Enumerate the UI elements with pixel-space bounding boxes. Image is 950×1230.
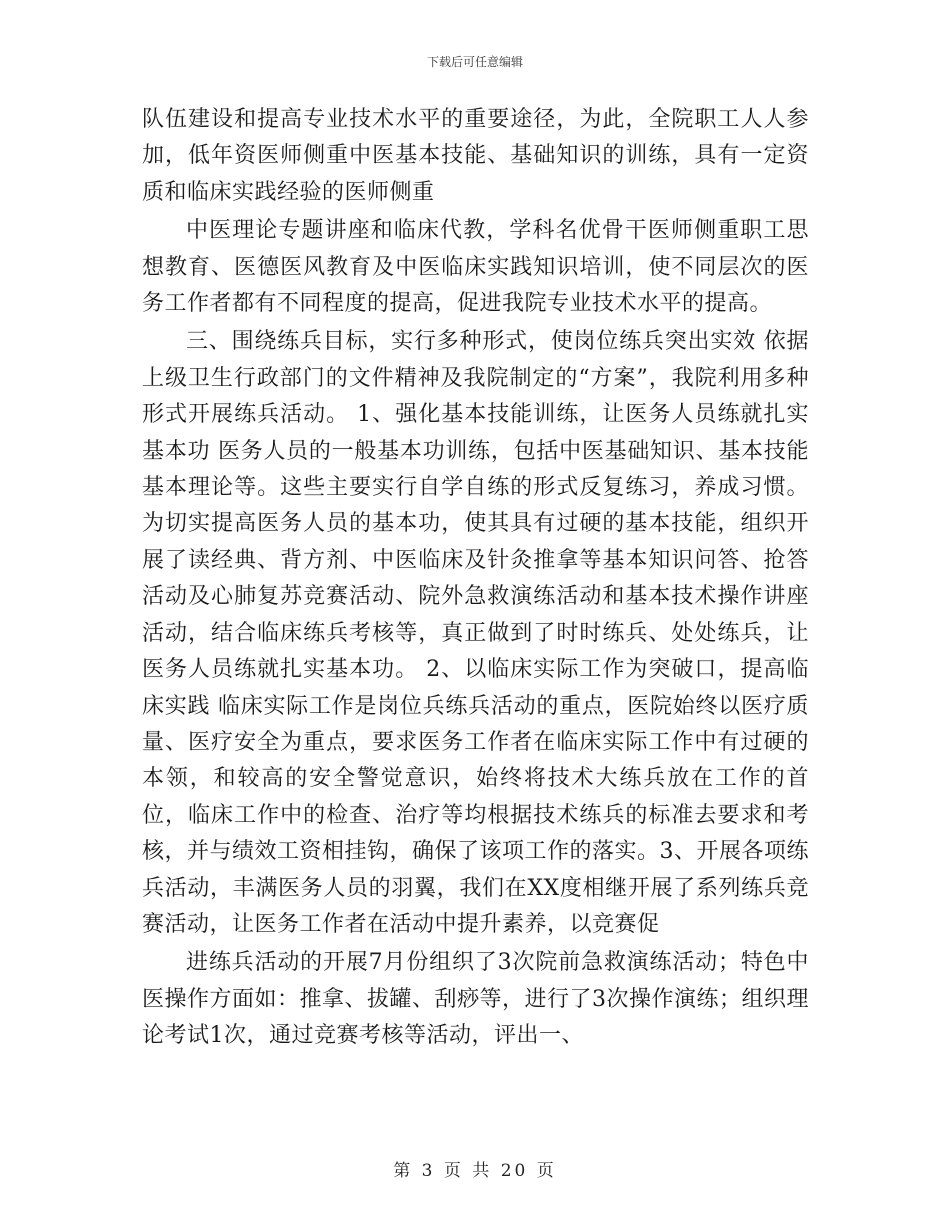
document-body: [142, 102, 809, 1057]
page-header: 下载后可任意编辑: [426, 55, 523, 69]
paragraph-3: 三、围绕练兵目标，实行多种形式，使岗位练兵突出实效 依据上级卫生行政部门的文件精神及我院制定的“方案”，我院利用多种形式开展练兵活动。 1、强化基本技能训练，让医务人员练就扎实基本功 医务人员的一般基本功训练，包括中医基础知识、基本技能基本理论等。这些主要实行自学自练的形式反复练习，养成习惯。为切实提高医务人员的基本功，使其具有过硬的基本技能，组织开展了读经典、背方剂、中医临床及针灸推拿等基本知识问答、抢答活动及心肺复苏竞赛活动、院外急救演练活动和基本技术操作讲座活动，结合临床练兵考核等，真正做到了时时练兵、处处练兵，让医务人员练就扎实基本功。 2、以临床实际工作为突破口，提高临床实践 临床实际工作是岗位兵练兵活动的重点，医院始终以医疗质量、医疗安全为重点，要求医务工作者在临床实际工作中有过硬的本领，和较高的安全警觉意识，始终将技术大练兵放在工作的首位，临床工作中的检查、治疗等均根据技术练兵的标准去要求和考核，并与绩效工资相挂钩，确保了该项工作的落实。3、开展各项练兵活动，丰满医务人员的羽翼，我们在XX度相继开展了系列练兵竞赛活动，让医务工作者在活动中提升素养，以竞赛促: [142, 329, 809, 937]
page-number-footer: 第 3 页 共 20 页: [393, 1161, 557, 1181]
paragraph-1: 队伍建设和提高专业技术水平的重要途径，为此，全院职工人人参加，低年资医师侧重中医基本技能、基础知识的训练，具有一定资质和临床实践经验的医师侧重: [142, 107, 809, 205]
paragraph-4: 进练兵活动的开展7月份组织了3次院前急救演练活动；特色中医操作方面如：推拿、拔罐、刮痧等，进行了3次操作演练；组织理论考试1次，通过竞赛考核等活动，评出一、: [142, 950, 809, 1049]
paragraph-2: 中医理论专题讲座和临床代教，学科名优骨干医师侧重职工思想教育、医德医风教育及中医临床实践知识培训，使不同层次的医务工作者都有不同程度的提高，促进我院专业技术水平的提高。: [142, 218, 809, 317]
